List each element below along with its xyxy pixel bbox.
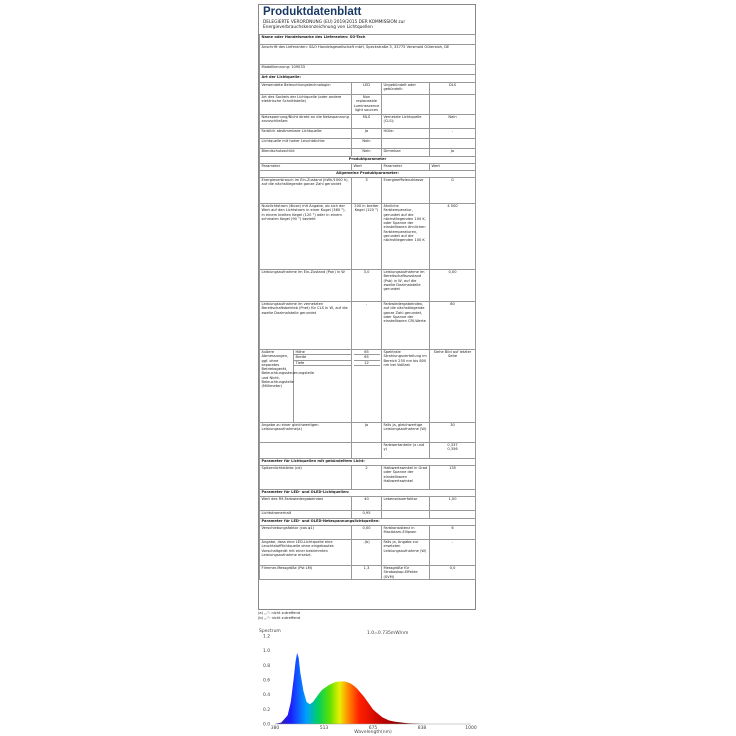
type-row-cell: Netzspannung/Nicht direkt an die Netzspannung anzuschließen: bbox=[260, 115, 352, 129]
mains-row-cell: Angabe, dass eine LED-Lichtquelle eine Leuchtstofflichtquelle ohne eingebautes Vorschaltgerät mit einer bestimmten Leistungsaufnahme ersetzt. bbox=[260, 540, 352, 566]
type-row bbox=[260, 83, 476, 95]
type-row-cell: Verwendete Beleuchtungstechnologie: bbox=[260, 83, 352, 95]
regulation-intro: DELEGIERTE VERORDNUNG (EU) 2019/2015 DER KOMMISSION zur Energieverbrauchskennzeichnung von Lichtquellen bbox=[263, 20, 406, 31]
type-row-cell: DLS bbox=[430, 83, 476, 95]
dimension-value: 12 bbox=[354, 361, 380, 366]
led-row-cell bbox=[382, 511, 430, 519]
type-row-cell bbox=[430, 95, 476, 115]
general-row bbox=[260, 302, 476, 350]
led-row-cell: 0,95 bbox=[352, 511, 382, 519]
x-tick-label: 675 bbox=[368, 726, 378, 731]
type-row-cell: Lichtquelle mit hoher Leuchtdichte: bbox=[260, 139, 352, 149]
led-row-cell: Wert des R9-Farbwiedergabeindex bbox=[260, 497, 352, 511]
x-tick-label: 838 bbox=[417, 726, 427, 731]
x-tick-label: 380 bbox=[270, 726, 280, 731]
y-tick-label: 1.0 bbox=[263, 649, 271, 655]
general-row-cell bbox=[260, 443, 352, 459]
general-row bbox=[260, 178, 476, 204]
general-row-cell: 0,00 bbox=[430, 270, 476, 302]
mains-row-cell: 0,0 bbox=[430, 566, 476, 580]
type-row-cell: Nein bbox=[352, 139, 382, 149]
directional-row-cell: 135 bbox=[430, 466, 476, 490]
mains-row-cell: - bbox=[430, 540, 476, 566]
general-row-cell: 80 bbox=[430, 302, 476, 350]
type-row-cell: Blendschutzschild: bbox=[260, 149, 352, 157]
supplier-table bbox=[259, 34, 476, 580]
led-row-cell: Lebensdauerfaktor bbox=[382, 497, 430, 511]
dimensions-label: äußere Abmessungen, ggf. ohne separates Betriebsgerät, Beleuchtungssteuerungsteile und Nicht-Beleuchtungsteile (Millimeter) bbox=[260, 350, 294, 422]
footnotes bbox=[258, 611, 300, 621]
mains-row-cell: Messgröße für Stroboskop-Effekte (SVM) bbox=[382, 566, 430, 580]
type-row-cell: Nein bbox=[352, 149, 382, 157]
general-row-cell: Ja bbox=[352, 423, 382, 443]
dimension-label: Tiefe bbox=[294, 361, 351, 366]
spectral-value: Siehe Bild auf letzter Seite bbox=[430, 350, 476, 423]
dimension-label: Breite bbox=[294, 355, 351, 360]
general-row-cell: 0,337 0,356 bbox=[430, 443, 476, 459]
spectral-label: Spektrale Strahlungsverteilung im Bereich 250 nm bis 800 nm bei Volllast bbox=[382, 350, 430, 423]
mains-row bbox=[260, 566, 476, 580]
x-axis-label: Wavelength(nm) bbox=[354, 730, 392, 734]
y-tick-label: 1.2 bbox=[263, 634, 271, 640]
product-datasheet bbox=[258, 4, 476, 610]
supplier-address: Anschrift des Lieferanten: S&O Handelsgesellschaft mbH, Speckstraße 3, 33775 Versmold Gütersloh, DE bbox=[260, 45, 476, 65]
col-header: Parameter bbox=[382, 164, 430, 171]
page-title: Produktdatenblatt bbox=[263, 6, 362, 18]
type-row-cell bbox=[382, 95, 430, 115]
type-row bbox=[260, 139, 476, 149]
mains-row-cell: 1,3 bbox=[352, 566, 382, 580]
led-row-cell: 40 bbox=[352, 497, 382, 511]
mains-row-cell: Flimmer-Messgröße (Pst LM) bbox=[260, 566, 352, 580]
general-row-cell: Energieeffizienzklasse bbox=[382, 178, 430, 204]
type-row bbox=[260, 129, 476, 139]
general-row-cell: 3,0 bbox=[352, 270, 382, 302]
type-row-cell: Nein bbox=[430, 115, 476, 129]
type-row-cell: Vernetzte Lichtquelle (CLS): bbox=[382, 115, 430, 129]
general-row-cell: Farbwertanteile (x und y) bbox=[382, 443, 430, 459]
general-row-cell bbox=[352, 443, 382, 459]
mains-header: Parameter für LED- und OLED-Netzspannungslichtquellen: bbox=[260, 519, 476, 526]
mains-row bbox=[260, 540, 476, 566]
type-row bbox=[260, 115, 476, 129]
general-row-cell: 200 in breiter Kegel (120 °) bbox=[352, 204, 382, 270]
supplier-name: Name oder Handelsmarke des Lieferanten: SO-Tech bbox=[260, 35, 476, 45]
y-tick-label: 0.8 bbox=[263, 663, 271, 669]
mains-row-cell: Farbkonsistenz in MacAdam-Ellipsen bbox=[382, 526, 430, 540]
type-row-cell: Dimmbar: bbox=[382, 149, 430, 157]
type-row-cell: Ja bbox=[352, 129, 382, 139]
general-row-cell: 30 bbox=[430, 423, 476, 443]
general-row-cell: ähnliche Farbtemperatur, gerundet auf die nächstliegenden 100 K, oder Spanne der einstellbaren ähnlichen Farbtemperaturen, gerundet auf die nächstliegenden 100 K bbox=[382, 204, 430, 270]
general-row-cell: Leistungsaufnahme im vernetzten Bereitschaftsbetrieb (Pnet) für CLS in W, auf die zweite Dezimalstelle gerundet bbox=[260, 302, 352, 350]
type-row-cell: Hülle: bbox=[382, 129, 430, 139]
general-row bbox=[260, 204, 476, 270]
y-tick-label: 0.4 bbox=[263, 693, 271, 699]
general-row-cell: 4 000 bbox=[430, 204, 476, 270]
general-row bbox=[260, 270, 476, 302]
mains-row-cell: 0,00 bbox=[352, 526, 382, 540]
general-row bbox=[260, 443, 476, 459]
dimension-value: 65 bbox=[354, 350, 380, 355]
spectrum-chart bbox=[255, 624, 481, 734]
mains-row-cell: -(b) bbox=[352, 540, 382, 566]
footnote: (a) „-“: nicht zutreffend bbox=[258, 611, 301, 615]
type-row-cell: Non replaceable Luminescence light sources bbox=[352, 95, 382, 115]
general-row-cell: Nutzlichtstrom (Φuse) mit Angabe, ob sich der Wert auf den Lichtstrom in einer Kugel (360 °), in einem breiten Kegel (120 °) oder in einem schmalen Kegel (90 °) bezieht bbox=[260, 204, 352, 270]
type-row bbox=[260, 95, 476, 115]
type-row-cell: Ja bbox=[430, 149, 476, 157]
dimensions-values bbox=[352, 350, 382, 423]
y-tick-label: 0.2 bbox=[263, 707, 271, 713]
general-row-cell: Angabe zu einer gleichwertigen Leistungsaufnahme(a) bbox=[260, 423, 352, 443]
y-tick-label: 0.6 bbox=[263, 678, 271, 684]
led-row bbox=[260, 511, 476, 519]
col-header: Wert bbox=[430, 164, 476, 171]
y-axis-label: Spectrum bbox=[259, 629, 281, 634]
general-row-cell: Falls ja, gleichwertige Leistungsaufnahme (W) bbox=[382, 423, 430, 443]
y-tick-label: 0.0 bbox=[263, 722, 271, 728]
type-row-cell: - bbox=[430, 129, 476, 139]
type-row-cell: Farblich abstimmbare Lichtquelle: bbox=[260, 129, 352, 139]
led-row-cell: Lichtstromerhalt bbox=[260, 511, 352, 519]
type-row-cell bbox=[382, 139, 430, 149]
directional-row bbox=[260, 466, 476, 490]
footnote: (b) „-“: nicht zutreffend bbox=[258, 616, 301, 620]
directional-row-cell: Spitzenlichtstärke (cd) bbox=[260, 466, 352, 490]
type-row-cell: Ungebündelt oder gebündelt: bbox=[382, 83, 430, 95]
dimensions-cell bbox=[260, 350, 352, 423]
general-row-cell: G bbox=[430, 178, 476, 204]
general-row bbox=[260, 423, 476, 443]
chart-title: 1.0=0.735mW/nm bbox=[367, 631, 409, 636]
directional-row-cell: 2 bbox=[352, 466, 382, 490]
led-header: Parameter für LED- und OLED-Lichtquellen: bbox=[260, 490, 476, 497]
general-header: Allgemeine Produktparameter: bbox=[260, 171, 476, 178]
mains-row-cell: Verschiebungsfaktor (cos φ1) bbox=[260, 526, 352, 540]
type-row-cell: Art des Sockels der Lichtquelle (oder andere elektrische Schnittstelle) bbox=[260, 95, 352, 115]
led-row-cell: 1,00 bbox=[430, 497, 476, 511]
mains-row bbox=[260, 526, 476, 540]
mains-row-cell: Falls ja, Angabe zur ersetzten Leistungsaufnahme (W) bbox=[382, 540, 430, 566]
general-row-cell: Leistungsaufnahme im Bereitschaftszustand (Psb) in W, auf die zweite Dezimalstelle gerundet bbox=[382, 270, 430, 302]
x-tick-label: 1000 bbox=[465, 726, 477, 731]
general-row-cell: Farbwiedergabeindex, auf die nächstliegende ganze Zahl gerundet, oder Spanne der einstellbaren CRI-Werte bbox=[382, 302, 430, 350]
directional-row-cell: Halbwertswinkel in Grad oder Spanne der einstellbaren Halbwertswinkel bbox=[382, 466, 430, 490]
dimension-label: Höhe bbox=[294, 350, 351, 355]
type-row-cell: LED bbox=[352, 83, 382, 95]
general-row-cell: - bbox=[352, 302, 382, 350]
general-row-cell: 3 bbox=[352, 178, 382, 204]
general-row-cell: Energieverbrauch im Ein-Zustand (kWh/1000 h), auf die nächstliegende ganze Zahl gerundet bbox=[260, 178, 352, 204]
mains-row-cell: 6 bbox=[430, 526, 476, 540]
x-tick-label: 513 bbox=[319, 726, 329, 731]
params-header: Produktparameter bbox=[260, 157, 476, 164]
led-row bbox=[260, 497, 476, 511]
col-header: Parameter bbox=[260, 164, 352, 171]
type-header: Art der Lichtquelle: bbox=[260, 75, 476, 83]
general-row-cell: Leistungsaufnahme im Ein-Zustand (Pon) in W bbox=[260, 270, 352, 302]
directional-header: Parameter für Lichtquellen mit gebündeltem Licht: bbox=[260, 459, 476, 466]
led-row-cell bbox=[430, 511, 476, 519]
type-row-cell bbox=[430, 139, 476, 149]
type-row-cell: MLS bbox=[352, 115, 382, 129]
model-id: Modellkennung: 109033 bbox=[260, 65, 476, 75]
dimension-value: 65 bbox=[354, 355, 380, 360]
col-header: Wert bbox=[352, 164, 382, 171]
type-row bbox=[260, 149, 476, 157]
